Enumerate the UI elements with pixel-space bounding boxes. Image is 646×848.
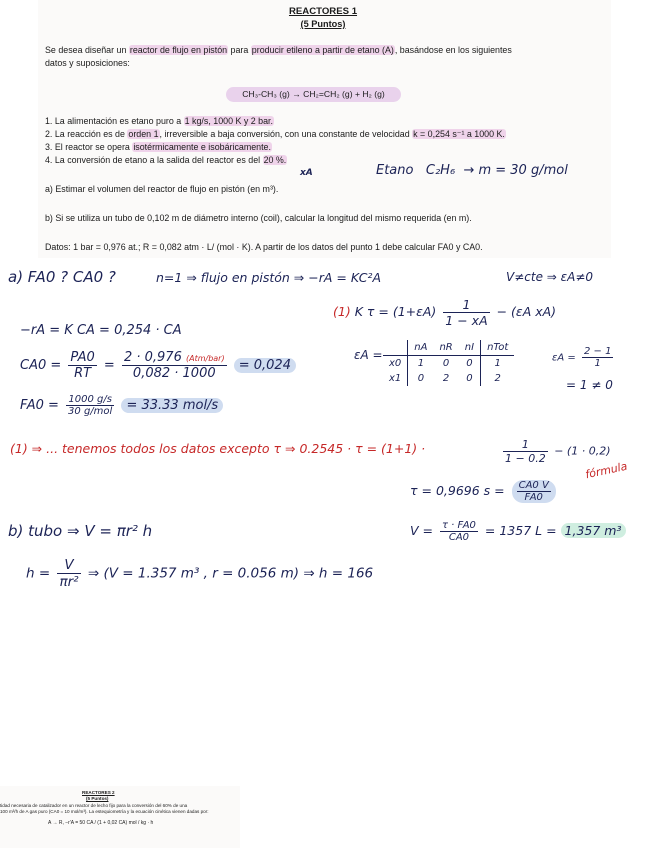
question-a: a) Estimar el volumen del reactor de flujo en pistón (en m³). [45,184,279,194]
thumbnail-equation: A → R, −r'A = 50 CA / (1 + 0,02 CA) mol / kg · h [48,820,154,826]
ca0-result: = 0,024 [234,358,296,373]
note-etano: Etano C₂H₆ → m = 30 g/mol [376,163,568,178]
epsilon-result: = 1 ≠ 0 [566,378,613,392]
item-4: 4. La conversión de etano a la salida del reactor es del 20 %. [45,155,287,165]
data-line: Datos: 1 bar = 0,976 at.; R = 0,082 atm · L/ (mol · K). A partir de los datos del punto 1 debe calcular FA0 y CA0. [45,242,483,252]
volume-equation: V = $\frac{\tau \cdot FA0}{CA0}$ = 1357 L = 1,357 m³ [410,520,626,543]
epsilon-calc: εA = $\frac{2 - 1}{1}$ [552,346,612,369]
thumbnail-title: REACTORES 2 [82,790,115,795]
fa0-equation: FA0 = $\frac{1000 g/s}{\text{30 g/mol}}$ = 33.33 mol/s [20,394,223,417]
design-equation: (1) K τ = (1+εA) $\frac{1}{1 - xA}$ − (εA xA) [333,297,557,328]
thumbnail-line-2: 100 m³/h de A gas puro (CA0 = 10 mol/m³). La estequiometría y la ecuación cinética vienen dadas por: [0,809,209,814]
thumbnail-subtitle: (5 Puntos) [86,796,109,801]
document-subtitle: (5 Puntos) [300,19,346,29]
tau-result: τ = 0,9696 s = $\frac{CA0 V}{FA0}$ [410,480,559,503]
stoichiometry-table: nA nR nI nTot x0 1 0 0 1 x1 0 2 0 2 [383,340,514,386]
next-page-thumbnail [0,786,240,848]
document-title: REACTORES 1 [288,6,358,17]
ca0-equation: CA0 = $\frac{PA0}{RT}$ = $\frac{\text{2 · 0,976 (Atm/bar)}}{0,082 \cdot 1000}$ = 0,024 [20,350,296,381]
rate-law: −rA = K CA = 0,254 · CA [20,323,182,338]
order-flow-line: n=1 ⇒ flujo en pistón ⇒ −rA = KC²A [156,270,381,285]
item-2: 2. La reacción es de orden 1, irreversible a baja conversión, con una constante de velocidad k = 0,254 s⁻¹ a 1000 K. [45,129,505,139]
part-a-heading: a) FA0 ? CA0 ? [8,268,116,286]
question-b: b) Si se utiliza un tubo de 0,102 m de diámetro interno (coil), calcular la longitud del mismo requerida (en m). [45,213,472,223]
highlight-reactor: reactor de flujo en pistón [129,45,228,55]
tau-equation-frac: $\frac{1}{1 - 0.2}$ − (1 · 0,2) [505,438,611,465]
part-b-heading: b) tubo ⇒ V = πr² h [8,522,153,540]
tau-equation: (1) ⇒ ... tenemos todos los datos excepto τ ⇒ 0.2545 · τ = (1+1) · [10,441,426,456]
length-equation: h = $\frac{V}{\text{πr²}}$ ⇒ (V = 1.357 m³ , r = 0.056 m) ⇒ h = 166 [26,557,374,590]
volume-result: 1,357 m³ [561,523,626,538]
fa0-result: = 33.33 mol/s [121,398,223,413]
item-1: 1. La alimentación es etano puro a 1 kg/s, 1000 K y 2 bar. [45,116,273,126]
epsilon-label: εA = [354,348,383,362]
intro-line-1: Se desea diseñar un reactor de flujo en pistón para producir etileno a partir de etano (A), basándose en los siguientes [45,45,512,55]
reaction-equation: CH₃-CH₃ (g) → CH₂=CH₂ (g) + H₂ (g) [226,87,401,102]
formula-note: fórmula [584,459,629,482]
item-3: 3. El reactor se opera isotérmicamente e isobáricamente. [45,142,271,152]
intro-line-2: datos y suposiciones: [45,58,130,68]
note-xa: xA [300,168,313,178]
thumbnail-line-1: tidad necesaria de catalizador en un reactor de lecho fijo para la conversión del 60% de una [0,803,188,808]
highlight-product: producir etileno a partir de etano (A) [251,45,394,55]
volume-variation: V≠cte ⇒ εA≠0 [506,270,594,284]
